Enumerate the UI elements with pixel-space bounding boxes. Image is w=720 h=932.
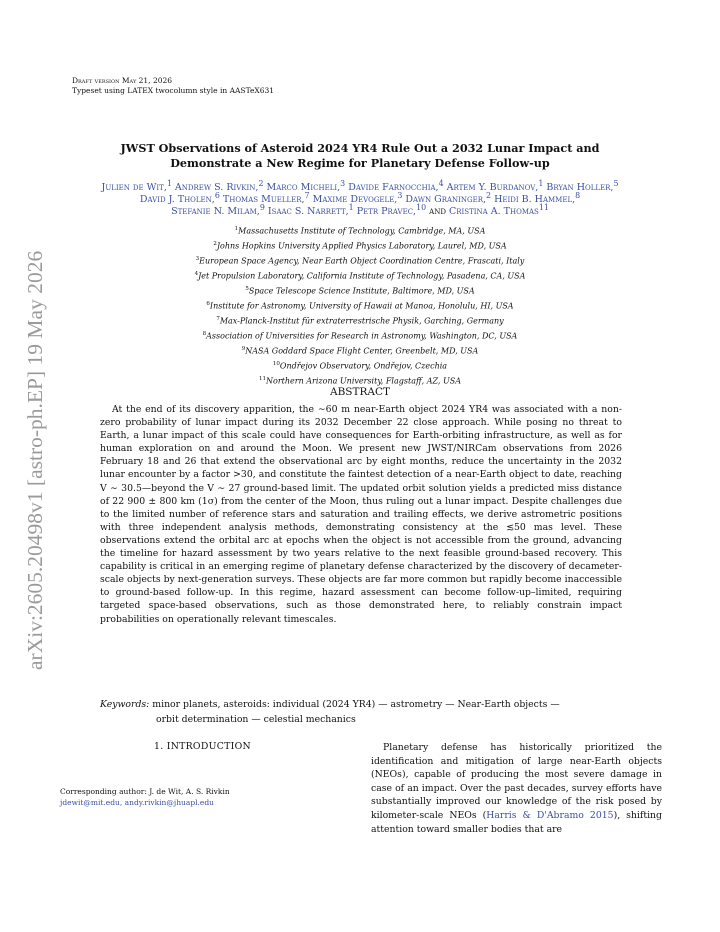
author-affil-number: 8 bbox=[575, 191, 581, 200]
affiliation-text: Ondřejov Observatory, Ondřejov, Czechia bbox=[279, 361, 448, 371]
author-affil-number: 3 bbox=[340, 179, 346, 188]
author-name: Thomas Mueller, bbox=[222, 194, 305, 206]
affiliations-list bbox=[100, 223, 620, 387]
affiliation-number: 9 bbox=[241, 345, 246, 352]
corresponding-emails[interactable]: jdewit@mit.edu, andy.rivkin@jhuapl.edu bbox=[60, 798, 214, 807]
author-group-3 bbox=[171, 203, 429, 218]
author-name: Dawn Graninger, bbox=[405, 194, 487, 206]
keywords-line-2: orbit determination — celestial mechanics bbox=[156, 714, 356, 725]
affiliation-text: European Space Agency, Near Earth Object Coordination Centre, Frascati, Italy bbox=[199, 256, 525, 266]
section-heading-introduction: 1. INTRODUCTION bbox=[154, 741, 251, 752]
author-affil-number: 7 bbox=[304, 191, 310, 200]
author-line-3 bbox=[40, 202, 680, 218]
affiliation-item bbox=[100, 238, 620, 253]
citation-link[interactable]: Harris & D'Abramo 2015 bbox=[486, 809, 614, 821]
affiliation-item bbox=[100, 268, 620, 283]
author-name: Andrew S. Rivkin, bbox=[174, 182, 259, 194]
author-affil-number: 9 bbox=[259, 203, 265, 212]
affiliation-item bbox=[100, 313, 620, 328]
author-affil-number: 2 bbox=[486, 191, 492, 200]
abstract-paragraph: At the end of its discovery apparition, the ∼60 m near-Earth object 2024 YR4 was associated with a non-zero probability of lunar impact during its 2032 December 22 close approach. While posing no threat to Earth, a lunar impact of this scale could have consequences for Earth-orbiting infrastructure, as well as for human exploration on and around the Moon. We present new JWST/NIRCam observations from 2026 February 18 and 26 that extend the observational arc by eight months, reduce the uncertainty in the 2032 lunar encounter by a factor >30, and constitute the faintest detection of a near-Earth object to date, reaching V ∼ 30.5—beyond the V ∼ 27 ground-based limit. The updated orbit solution yields a predicted miss distance of 22 900 ± 800 km (1σ) from the center of the Moon, thus ruling out a lunar impact. Despite challenges due to the limited number of reference stars and saturation and trailing effects, we derive astrometric positions with three independent analysis methods, demonstrating consistency at the ≲50 mas level. These observations extend the orbital arc at epochs when the object is not accessible from the ground, advancing the timeline for hazard assessment by two years relative to the next feasible ground-based recovery. This capability is critical in an emerging regime of planetary defense characterized by the discovery of decameter-scale objects by next-generation surveys. These objects are far more common but rapidly become inaccessible to ground-based follow-up. In this regime, hazard assessment can become follow-up–limited, requiring targeted space-based observations, such as those demonstrated here, to reliably constrain impact probabilities on operationally relevant timescales. bbox=[100, 404, 622, 625]
affiliation-number: 5 bbox=[245, 285, 249, 292]
affiliation-text: NASA Goddard Space Flight Center, Greenbelt, MD, USA bbox=[245, 346, 479, 356]
author[interactable] bbox=[171, 203, 265, 218]
draft-version: Draft version May 21, 2026 bbox=[72, 76, 173, 85]
author-name: Julien de Wit, bbox=[101, 182, 167, 194]
affiliation-text: Institute for Astronomy, University of Hawaii at Manoa, Honolulu, HI, USA bbox=[209, 301, 514, 311]
affiliation-text: Northern Arizona University, Flagstaff, AZ, USA bbox=[266, 376, 461, 386]
keywords bbox=[100, 697, 622, 727]
abstract-heading: ABSTRACT bbox=[329, 386, 391, 398]
intro-text-end: ), shifting attention toward smaller bodies that are bbox=[371, 809, 662, 835]
author-name: Stefanie N. Milam, bbox=[171, 206, 260, 218]
author-name: Artem Y. Burdanov, bbox=[446, 182, 539, 194]
affiliation-item bbox=[100, 298, 620, 313]
author-affil-number: 6 bbox=[214, 191, 220, 200]
paper-title bbox=[70, 141, 650, 171]
author-affil-number: 5 bbox=[613, 179, 619, 188]
affiliation-item bbox=[100, 223, 620, 238]
author-affil-number: 4 bbox=[438, 179, 444, 188]
affiliation-number: 2 bbox=[213, 240, 217, 247]
arxiv-identifier-stamp bbox=[2, 230, 56, 670]
author-name: Isaac S. Narrett, bbox=[267, 206, 349, 218]
author-and: and bbox=[429, 206, 446, 218]
affiliation-number: 3 bbox=[195, 255, 200, 262]
affiliation-item bbox=[100, 253, 620, 268]
author-affil-number: 2 bbox=[258, 179, 264, 188]
abstract-body bbox=[100, 403, 622, 626]
author-affil-number: 10 bbox=[416, 203, 427, 212]
author-name: Bryan Holler, bbox=[546, 182, 614, 194]
author-name: Davide Farnocchia, bbox=[348, 182, 439, 194]
affiliation-number: 8 bbox=[202, 330, 207, 337]
affiliation-number: 1 bbox=[234, 226, 239, 232]
affiliation-text: Association of Universities for Research in Astronomy, Washington, DC, USA bbox=[206, 331, 518, 341]
affiliation-number: 4 bbox=[194, 270, 199, 277]
affiliation-item bbox=[100, 358, 620, 373]
affiliation-item bbox=[100, 343, 620, 358]
affiliation-text: Massachusetts Institute of Technology, Cambridge, MA, USA bbox=[238, 226, 486, 236]
corresponding-author bbox=[60, 786, 230, 808]
affiliation-text: Max-Planck-Institut für extraterrestrische Physik, Garching, Germany bbox=[219, 316, 504, 326]
author-affil-number: 1 bbox=[348, 203, 354, 212]
corresponding-author-line: Corresponding author: J. de Wit, A. S. Rivkin bbox=[60, 787, 230, 796]
author[interactable] bbox=[267, 203, 354, 218]
intro-text-start: Planetary defense has historically prioritized the identification and mitigation of large near-Earth objects (NEOs), capable of producing the most severe damage in case of an impact. Over the past decades, survey efforts have substantially improved our knowledge of the risk posed by kilometer-scale NEOs ( bbox=[371, 742, 662, 821]
author-affil-number: 1 bbox=[166, 179, 172, 188]
title-line-1: JWST Observations of Asteroid 2024 YR4 Rule Out a 2032 Lunar Impact and bbox=[120, 141, 600, 155]
introduction-paragraph bbox=[371, 741, 662, 836]
affiliation-text: Space Telescope Science Institute, Baltimore, MD, USA bbox=[248, 286, 475, 296]
author-last-affil: 11 bbox=[538, 203, 549, 212]
arxiv-identifier-text: arXiv:2605.20498v1 [astro-ph.EP] 19 May 2026 bbox=[23, 250, 47, 670]
author-name: David J. Tholen, bbox=[139, 194, 215, 206]
affiliation-text: Johns Hopkins University Applied Physics Laboratory, Laurel, MD, USA bbox=[216, 241, 507, 251]
affiliation-item bbox=[100, 283, 620, 298]
author-name: Heidi B. Hammel, bbox=[494, 194, 576, 206]
affiliation-number: 10 bbox=[272, 360, 280, 367]
affiliation-item bbox=[100, 328, 620, 343]
author-last-name: Cristina A. Thomas bbox=[449, 206, 539, 218]
author-name: Marco Micheli, bbox=[266, 182, 341, 194]
author-affil-number: 3 bbox=[397, 191, 403, 200]
author-last[interactable] bbox=[449, 203, 549, 218]
affiliation-number: 7 bbox=[216, 315, 220, 322]
author-name: Maxime Devogele, bbox=[312, 194, 398, 206]
typeset-note: Typeset using LATEX twocolumn style in AASTeX631 bbox=[72, 86, 275, 95]
title-line-2: Demonstrate a New Regime for Planetary Defense Follow-up bbox=[170, 156, 550, 170]
affiliation-text: Jet Propulsion Laboratory, California Institute of Technology, Pasadena, CA, USA bbox=[198, 271, 526, 281]
keywords-label: Keywords: bbox=[100, 699, 150, 710]
affiliation-number: 6 bbox=[206, 300, 210, 307]
author-name: Petr Pravec, bbox=[356, 206, 417, 218]
affiliation-number: 11 bbox=[259, 375, 266, 382]
author-affil-number: 1 bbox=[538, 179, 544, 188]
keywords-line-1: minor planets, asteroids: individual (2024 YR4) — astrometry — Near-Earth objects — bbox=[152, 699, 560, 710]
author[interactable] bbox=[356, 203, 427, 218]
draft-header bbox=[72, 76, 274, 96]
